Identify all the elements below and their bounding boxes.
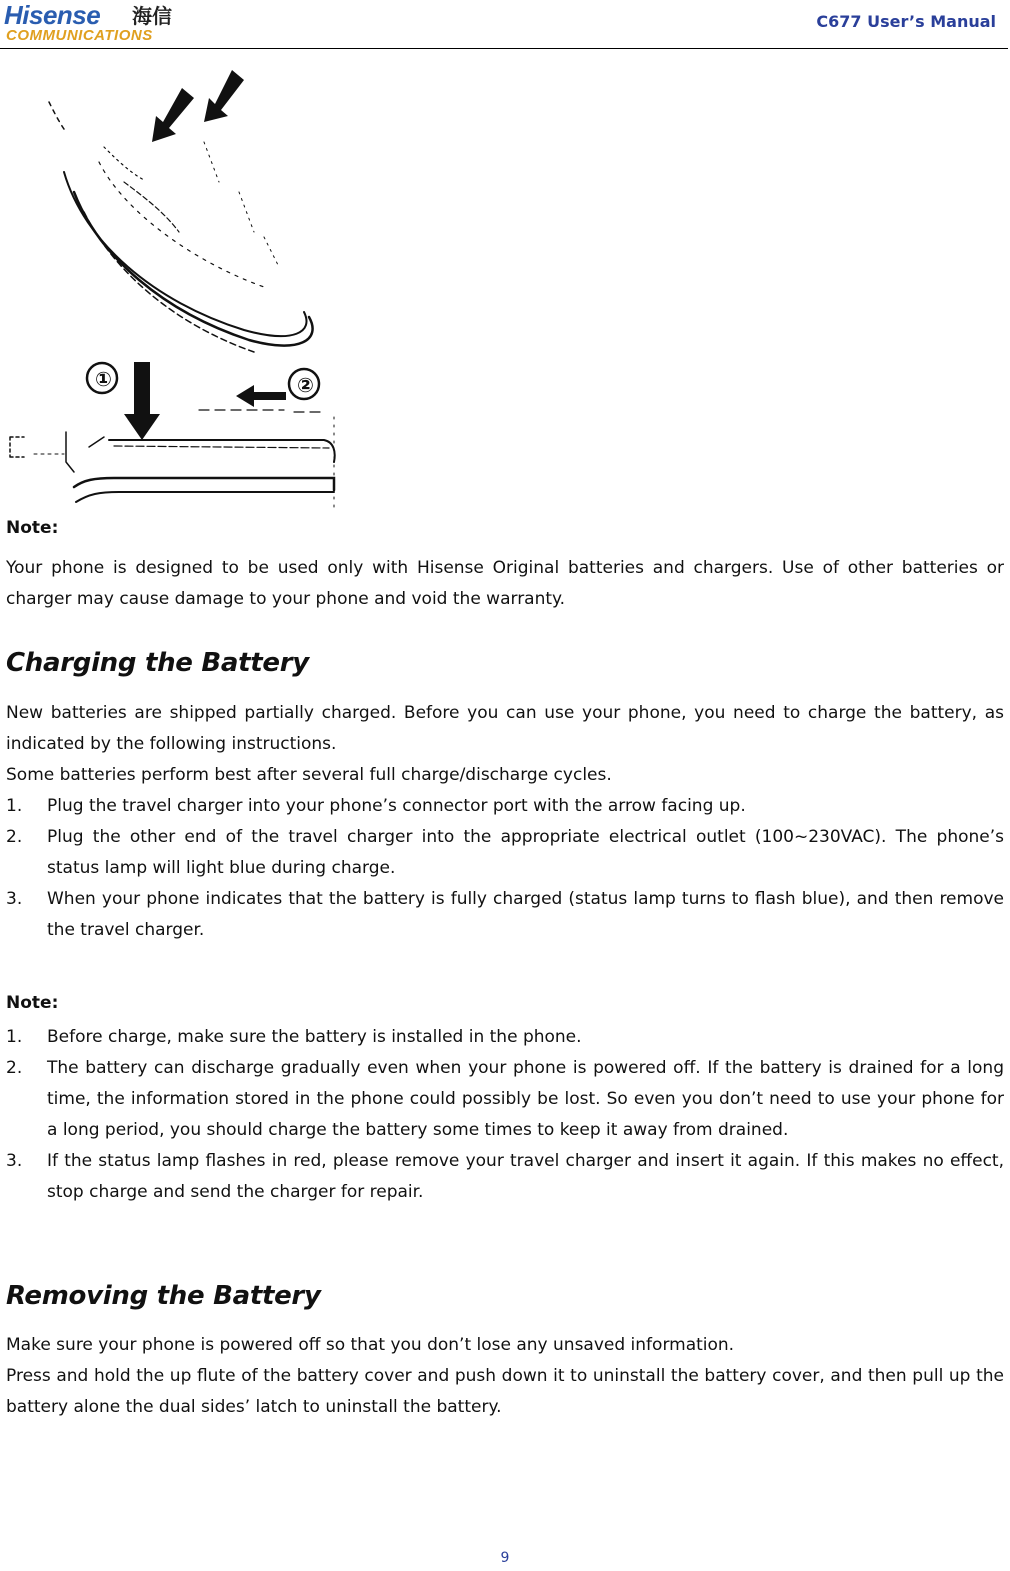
removing-section bbox=[6, 1330, 1004, 1423]
note-label: Note: bbox=[6, 518, 59, 538]
section-heading-removing: Removing the Battery bbox=[6, 1281, 321, 1311]
list-text: Before charge, make sure the battery is installed in the phone. bbox=[47, 1027, 582, 1047]
list-number: 1. bbox=[6, 1027, 23, 1047]
list-number: 2. bbox=[6, 827, 23, 847]
logo-brand: Hisense bbox=[4, 0, 101, 30]
note-label-2: Note: bbox=[6, 993, 59, 1013]
logo-subtitle: COMMUNICATIONS bbox=[6, 27, 153, 44]
callout-2: ② bbox=[297, 373, 314, 397]
list-text: Plug the travel charger into your phone’s connector port with the arrow facing up. bbox=[47, 796, 746, 816]
charging-intro: New batteries are shipped partially charged. Before you can use your phone, you need to charge the battery, as indicated by the following instructions. bbox=[6, 703, 1004, 754]
logo-brand-cjk: 海信 bbox=[132, 4, 172, 28]
removing-paragraph-1: Make sure your phone is powered off so that you don’t lose any unsaved information. bbox=[6, 1335, 735, 1355]
list-number: 3. bbox=[6, 889, 23, 909]
charging-section bbox=[6, 698, 1004, 946]
battery-illustration-svg bbox=[4, 62, 344, 512]
list-text: If the status lamp flashes in red, please remove your travel charger and insert it again. If this makes no effect, stop charge and send the charger for repair. bbox=[47, 1151, 1004, 1202]
note-2-section bbox=[6, 1022, 1004, 1208]
page-header bbox=[0, 0, 1010, 50]
section-heading-charging: Charging the Battery bbox=[6, 648, 309, 678]
note-text: Your phone is designed to be used only with Hisense Original batteries and chargers. Use of other batteries or charger may cause damage to your phone and void the warranty. bbox=[6, 558, 1004, 609]
hisense-logo bbox=[4, 2, 194, 46]
list-text: When your phone indicates that the battery is fully charged (status lamp turns to flash blue), and then remove the travel charger. bbox=[47, 889, 1004, 940]
list-item bbox=[6, 884, 1004, 946]
header-divider bbox=[0, 48, 1008, 49]
list-number: 3. bbox=[6, 1151, 23, 1171]
callout-1: ① bbox=[95, 367, 112, 391]
list-item bbox=[6, 791, 1004, 822]
charging-intro-2: Some batteries perform best after several full charge/discharge cycles. bbox=[6, 765, 612, 785]
list-item bbox=[6, 1022, 1004, 1053]
removing-paragraph-2: Press and hold the up flute of the battery cover and push down it to uninstall the battery cover, and then pull up the battery alone the dual sides’ latch to uninstall the battery. bbox=[6, 1366, 1004, 1417]
note-2-items bbox=[6, 1022, 1004, 1208]
list-number: 1. bbox=[6, 796, 23, 816]
note-paragraph bbox=[6, 553, 1004, 615]
list-text: Plug the other end of the travel charger into the appropriate electrical outlet (100~230VAC). The phone’s status lamp will light blue during charge. bbox=[47, 827, 1004, 878]
list-item bbox=[6, 1146, 1004, 1208]
battery-installation-illustration bbox=[4, 62, 344, 512]
charging-steps bbox=[6, 791, 1004, 946]
list-number: 2. bbox=[6, 1058, 23, 1078]
list-item bbox=[6, 822, 1004, 884]
page-number: 9 bbox=[500, 1550, 510, 1566]
manual-title: C677 User’s Manual bbox=[816, 12, 996, 31]
list-item bbox=[6, 1053, 1004, 1146]
list-text: The battery can discharge gradually even when your phone is powered off. If the battery is drained for a long time, the information stored in the phone could possibly be lost. So even you don’t need to use your phone for a long period, you should charge the battery some times to keep it away from drained. bbox=[47, 1058, 1004, 1140]
